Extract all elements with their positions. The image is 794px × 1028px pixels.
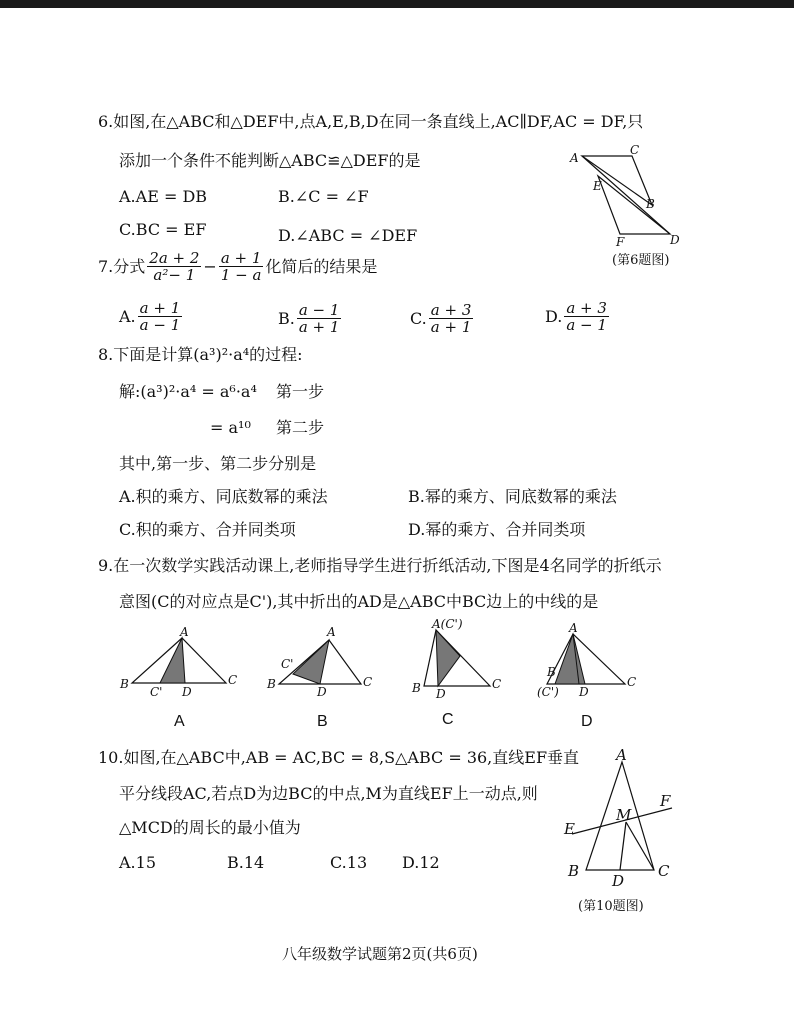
q10-caption: (第10题图) (578, 899, 644, 914)
q9a-point-a: A (180, 625, 189, 639)
q9b-point-c-prime: C' (281, 657, 294, 671)
q9c-point-d: D (436, 687, 446, 701)
q6-point-d: D (670, 233, 680, 247)
q6-caption: (第6题图) (612, 253, 670, 268)
q7-option-a: A. $\frac{a + 1}{a - 1}$ (119, 299, 181, 334)
q7-fraction-2: $\frac{a + 1}{1 - a}$ (220, 249, 262, 284)
q7-option-c: C. $\frac{a + 3}{a + 1}$ (410, 301, 472, 336)
q8-option-b: B.幂的乘方、同底数幂的乘法 (408, 487, 617, 506)
q6-line2: 添加一个条件不能判断△ABC≌△DEF的是 (119, 151, 421, 170)
q8-question: 其中,第一步、第二步分别是 (119, 454, 317, 473)
q10-point-d: D (612, 872, 625, 890)
q9-figure-b (265, 625, 385, 703)
q7-option-b: B. $\frac{a - 1}{a + 1}$ (278, 301, 340, 336)
q6-point-c: C (630, 143, 640, 157)
q9c-point-b: B (412, 681, 421, 695)
q10-line1: 10.如图,在△ABC中,AB = AC,BC = 8,S△ABC = 36,直线EF垂直 (98, 748, 580, 767)
q9-figure-a (120, 625, 240, 703)
q10-point-a: A (616, 746, 627, 764)
q6-option-a: A.AE = DB (119, 187, 208, 206)
q10-point-e: E (564, 820, 575, 838)
q7-fraction-1: $\frac{2a + 2}{\text{a²− 1}}$ (149, 249, 200, 284)
q8-option-c: C.积的乘方、合并同类项 (119, 520, 296, 539)
q10-option-c: C.13 (330, 853, 368, 872)
q9-figure-c (408, 616, 508, 701)
q10-line2: 平分线段AC,若点D为边BC的中点,M为直线EF上一动点,则 (119, 784, 538, 803)
q10-option-d: D.12 (402, 853, 440, 872)
q7-prefix: 7.分式 (98, 256, 146, 276)
q9-figure-d-label: D (581, 713, 593, 730)
q10-point-c: C (658, 862, 670, 880)
q10-option-a: A.15 (119, 853, 156, 872)
q9a-point-c: C (228, 673, 238, 687)
q10-option-b: B.14 (227, 853, 265, 872)
q7-option-d: D. $\frac{a + 3}{a - 1}$ (545, 299, 607, 334)
q9b-point-c: C (363, 675, 373, 689)
q9-line2: 意图(C的对应点是C'),其中折出的AD是△ABC中BC边上的中线的是 (119, 592, 599, 611)
q6-option-b: B.∠C = ∠F (278, 187, 369, 206)
q9a-point-c-prime: C' (150, 685, 163, 699)
q10-figure (560, 748, 700, 888)
q9-figure-a-label: A (174, 713, 185, 730)
q6-point-a: A (570, 151, 579, 165)
q7-suffix: 化简后的结果是 (265, 256, 378, 276)
q9b-point-d: D (317, 685, 327, 699)
q6-line1: 6.如图,在△ABC和△DEF中,点A,E,B,D在同一条直线上,AC∥DF,AC = DF,只 (98, 112, 644, 131)
q9d-point-b: B (547, 665, 556, 679)
scan-top-edge (0, 0, 794, 8)
q9a-point-b: B (120, 677, 129, 691)
q6-point-f: F (616, 235, 625, 249)
q9-figure-d (535, 620, 645, 705)
q10-line3: △MCD的周长的最小值为 (119, 818, 301, 837)
q9-line1: 9.在一次数学实践活动课上,老师指导学生进行折纸活动,下图是4名同学的折纸示 (98, 556, 662, 575)
q8-step1-label: 第一步 (276, 382, 325, 401)
q9c-point-c: C (492, 677, 502, 691)
q6-option-d: D.∠ABC = ∠DEF (278, 226, 418, 245)
q9d-point-d: D (579, 685, 589, 699)
q6-point-e: E (593, 179, 602, 193)
q9-figure-b-label: B (317, 713, 328, 730)
q9b-point-a: A (327, 625, 336, 639)
q8-step2-label: 第二步 (276, 418, 325, 437)
q6-figure (560, 143, 710, 258)
q8-step1: 解:(a³)²·a⁴ = a⁶·a⁴ (119, 382, 257, 401)
q9c-point-a-c-prime: A(C') (432, 617, 463, 631)
q9d-point-c-prime: (C') (537, 685, 559, 699)
q10-point-m: M (616, 806, 632, 824)
q8-step2: = a¹⁰ (210, 418, 251, 437)
q8-option-d: D.幂的乘方、合并同类项 (408, 520, 586, 539)
q10-point-f: F (660, 792, 671, 810)
q8-option-a: A.积的乘方、同底数幂的乘法 (119, 487, 328, 506)
q6-option-c: C.BC = EF (119, 220, 207, 239)
page-footer: 八年级数学试题第2页(共6页) (282, 945, 478, 963)
q9d-point-c: C (627, 675, 637, 689)
q6-point-b: B (646, 197, 655, 211)
q9b-point-b: B (267, 677, 276, 691)
q10-point-b: B (568, 862, 580, 880)
q9-figure-c-label: C (442, 711, 454, 728)
q8-line1: 8.下面是计算(a³)²·a⁴的过程: (98, 345, 303, 364)
q7-minus: − (203, 256, 217, 276)
q9a-point-d: D (182, 685, 192, 699)
q7-line (98, 250, 377, 283)
q9d-point-a: A (569, 621, 578, 635)
